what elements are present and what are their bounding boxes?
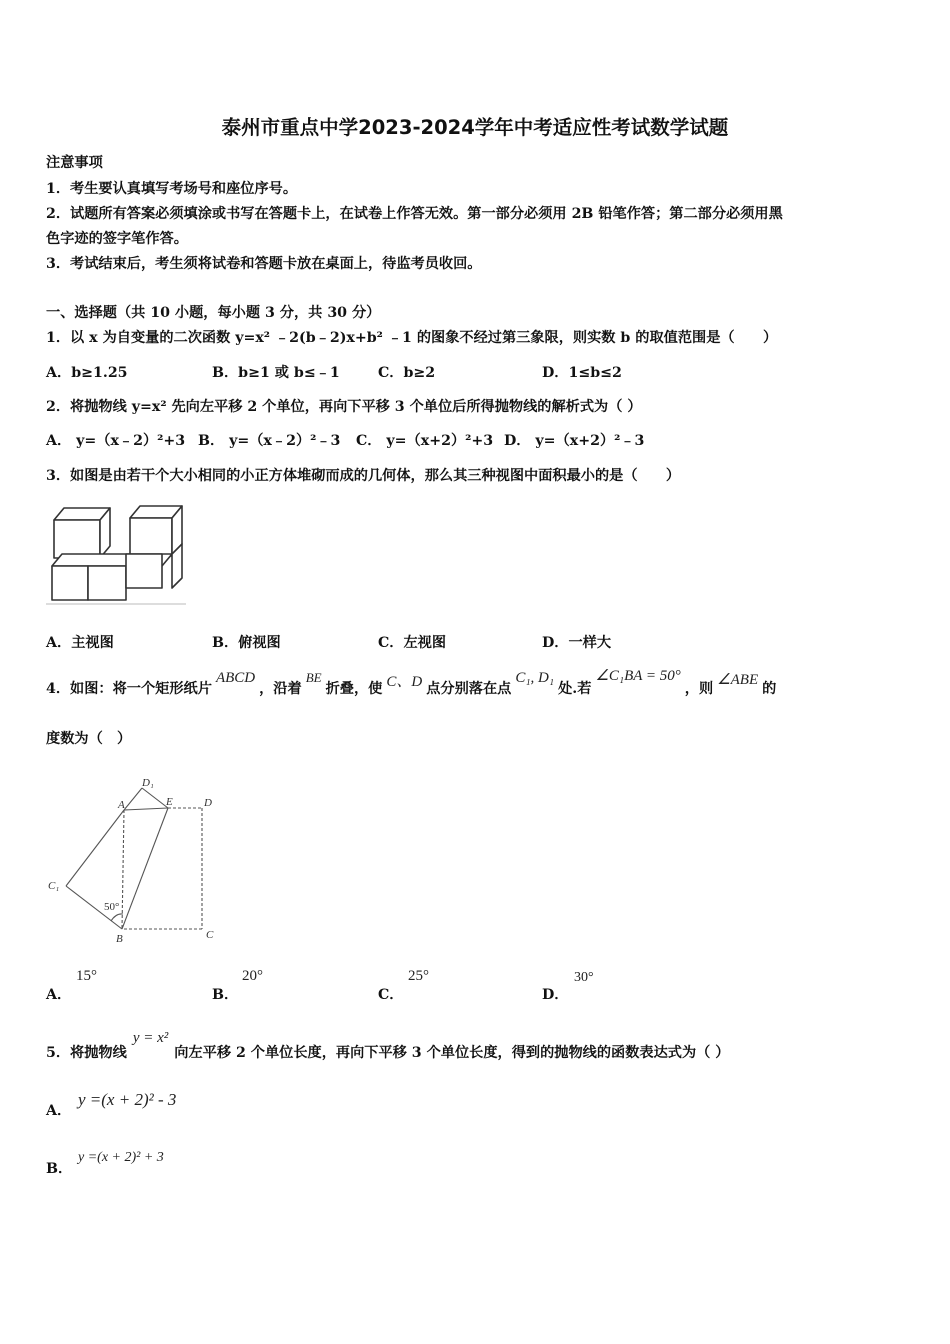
angle-50-label: 50° (104, 901, 120, 913)
point-b-label: B (116, 933, 123, 945)
q4-option-c-letter: C． (378, 987, 404, 1003)
q5-option-a-letter: A． (46, 1103, 72, 1119)
q2-option-d: D． y=（x+2）²﹣3 (504, 433, 645, 449)
point-d-label: D (204, 797, 212, 809)
q5-option-b-letter: B． (46, 1161, 73, 1177)
notice-heading: 注意事项 (46, 155, 103, 171)
question-5-stem: 5．将抛物线 y = x² 向左平移 2 个单位长度，再向下平移 3 个单位长度，得到的抛物线的函数表达式为（ ） (46, 1030, 730, 1061)
question-3-stem: 3．如图是由若干个大小相同的小正方体堆砌而成的几何体，那么其三种视图中面积最小的是（ ） (46, 468, 681, 484)
notice-item: 1．考生要认真填写考场号和座位序号。 (46, 181, 298, 197)
q4-option-a-letter: A． (46, 987, 72, 1003)
notice-item: 3．考试结束后，考生须将试卷和答题卡放在桌面上，待监考员收回。 (46, 256, 482, 272)
q3-option-d: D．一样大 (542, 635, 612, 651)
question-4-stem-line2: 度数为（ ） (46, 731, 132, 747)
q4-option-d-value: 30° (574, 970, 594, 985)
question-2-stem: 2．将抛物线 y=x² 先向左平移 2 个单位，再向下平移 3 个单位后所得抛物线的解析式为（ ） (46, 399, 642, 415)
q4-option-c-value: 25° (408, 968, 429, 984)
question-1-stem: 1．以 x 为自变量的二次函数 y=x² ﹣2(b﹣2)x+b² ﹣1 的图象不经过第三象限，则实数 b 的取值范围是（ ） (46, 330, 778, 346)
point-d1-label: D₁ (142, 777, 154, 789)
q1-option-b: B．b≥1 或 b≤﹣1 (212, 365, 340, 381)
cube-stack-figure (44, 502, 188, 608)
q2-option-a: A． y=（x﹣2）²+3 (46, 433, 186, 449)
q4-option-b-letter: B． (212, 987, 239, 1003)
section-heading: 一、选择题（共 10 小题，每小题 3 分，共 30 分） (46, 305, 381, 321)
q2-option-b: B． y=（x﹣2）²﹣3 (198, 433, 341, 449)
q2-option-c: C． y=（x+2）²+3 (356, 433, 494, 449)
point-c-label: C (206, 929, 214, 941)
q5-option-a-value: y =(x + 2)² - 3 (78, 1090, 177, 1109)
question-4-stem: 4．如图：将一个矩形纸片 ABCD ，沿着 BE 折叠，使 C、D 点分别落在点 C₁, D₁ 处.若 ∠C₁BA = 50° ，则 ∠ABE 的 (46, 668, 777, 697)
q4-option-b-value: 20° (242, 968, 263, 984)
notice-item: 2．试题所有答案必须填涂或书写在答题卡上，在试卷上作答无效。第一部分必须用 2B 铅笔作答；第二部分必须用黑 (46, 206, 783, 222)
q4-option-d-letter: D． (542, 987, 569, 1003)
q4-option-a-value: 15° (76, 968, 97, 984)
point-e-label: E (166, 796, 173, 808)
q3-option-a: A．主视图 (46, 635, 114, 651)
point-a-label: A (118, 799, 125, 811)
folded-rectangle-figure (44, 772, 230, 948)
q3-option-b: B．俯视图 (212, 635, 281, 651)
q1-option-c: C．b≥2 (378, 365, 436, 381)
q1-option-a: A．b≥1.25 (46, 365, 128, 381)
q5-option-b-value: y =(x + 2)² + 3 (78, 1150, 164, 1165)
q1-option-d: D．1≤b≤2 (542, 365, 622, 381)
q3-option-c: C．左视图 (378, 635, 447, 651)
page-title: 泰州市重点中学2023-2024学年中考适应性考试数学试题 (221, 116, 729, 139)
notice-item: 色字迹的签字笔作答。 (46, 231, 188, 247)
point-c1-label: C₁ (48, 880, 60, 892)
